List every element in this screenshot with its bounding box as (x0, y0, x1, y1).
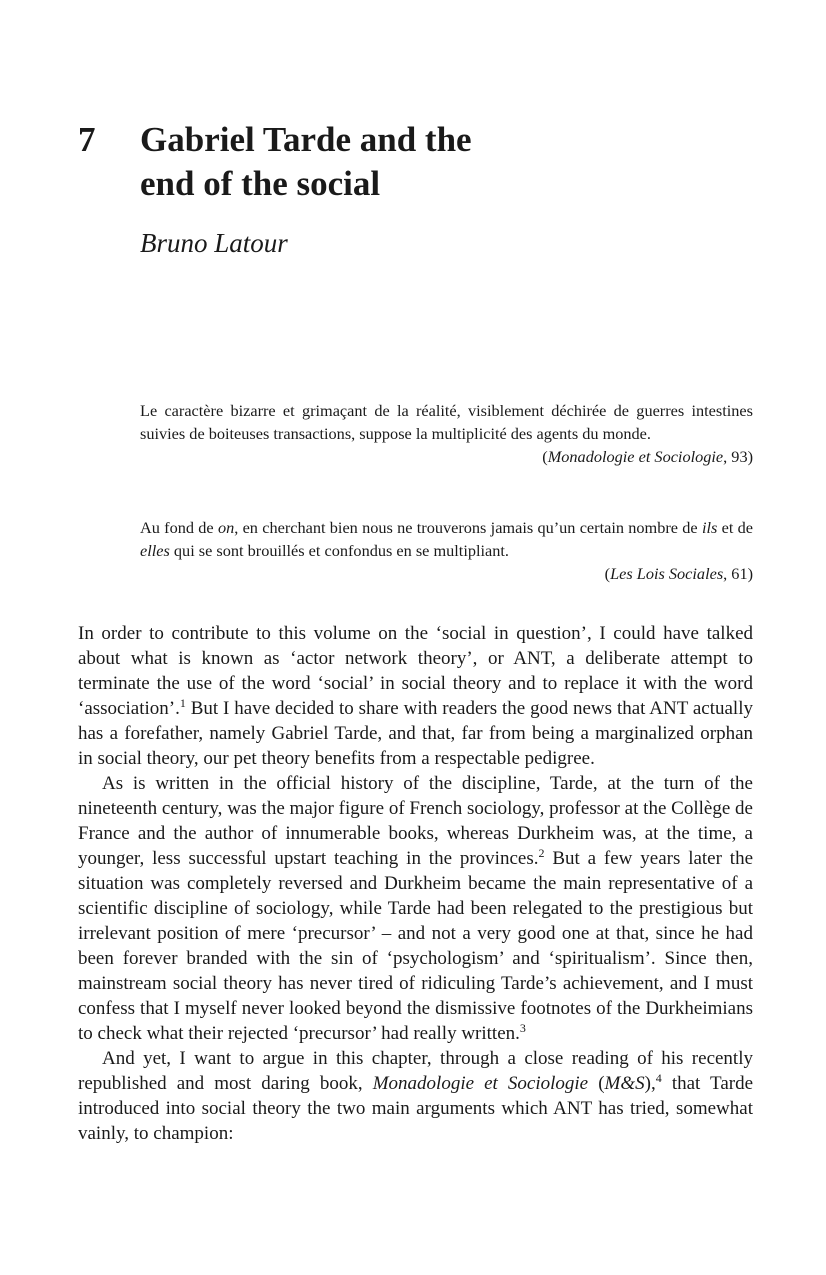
epigraph-1-citation: (Monadologie et Sociologie, 93) (542, 447, 753, 466)
chapter-title-line-1: Gabriel Tarde and the (140, 120, 472, 159)
footnote-ref-4[interactable]: 4 (655, 1071, 662, 1085)
paragraph-2: As is written in the official history of the discipline, Tarde, at the turn of the nineteenth century, was the major figure of French sociology, professor at the Collège de France and the author of innumerable books, whereas Durkheim was, at the time, a younger, less successful upstart teaching in the provinces.$^2$ But a few years later the situation was completely reversed and Durkheim became the main representative of a scientific discipline of sociology, while Tarde had been relegated to the prestigious but irrelevant position of mere ‘precursor’ – and not a very good one at that, since he had been forever branded with the sin of ‘psychologism’ and ‘spiritualism’. Since then, mainstream social theory has never tired of ridiculing Tarde’s achievement, and I must confess that I myself never looked beyond the dismissive footnotes of the Durkheimians to check what their rejected ‘precursor’ had really written.$^3$ (78, 773, 754, 1044)
book-title: Monadologie et Sociologie (372, 1073, 589, 1094)
chapter-title (140, 118, 472, 206)
epigraph-2-cite-title: Les Lois Sociales (610, 564, 724, 583)
epigraph-1 (140, 399, 753, 468)
chapter-number: 7 (78, 120, 96, 159)
book-abbreviation: M&S (604, 1073, 645, 1094)
chapter-author: Bruno Latour (140, 228, 288, 258)
paragraph-3: And yet, I want to argue in this chapter, through a close reading of his recently republished and most daring book, Monadologie et Sociologie (M&S),$^4$ that Tarde introduced into social theory the two main arguments which ANT has tried, somewhat vainly, to champion: (78, 1048, 754, 1144)
paragraph-1: In order to contribute to this volume on the ‘social in question’, I could have talked about what is known as ‘actor network theory’, or ANT, a deliberate attempt to terminate the use of the word ‘social’ in social theory and to replace it with the word ‘association’.$^1$ But I have decided to share with readers the good news that ANT actually has a forefather, namely Gabriel Tarde, and that, far from being a marginalized orphan in social theory, our pet theory benefits from a respectable pedigree. (78, 623, 753, 769)
chapter-title-line-2: end of the social (140, 164, 381, 203)
footnote-ref-1[interactable]: 1 (179, 696, 186, 710)
body-text (78, 621, 753, 1146)
epigraph-2-citation: (Les Lois Sociales, 61) (604, 564, 753, 583)
epigraph-2-text: Au fond de on, en cherchant bien nous ne trouverons jamais qu’un certain nombre de ils et de elles qui se sont brouillés et confondus en se multipliant. (140, 518, 753, 560)
epigraph-1-text: Le caractère bizarre et grimaçant de la réalité, visiblement déchirée de guerres intestines suivies de boiteuses transactions, suppose la multiplicité des agents du monde. (140, 401, 753, 443)
footnote-ref-3[interactable]: 3 (519, 1021, 526, 1035)
epigraph-1-cite-title: Monadologie et Sociologie (547, 447, 724, 466)
footnote-ref-2[interactable]: 2 (538, 846, 545, 860)
epigraph-2 (140, 516, 753, 585)
